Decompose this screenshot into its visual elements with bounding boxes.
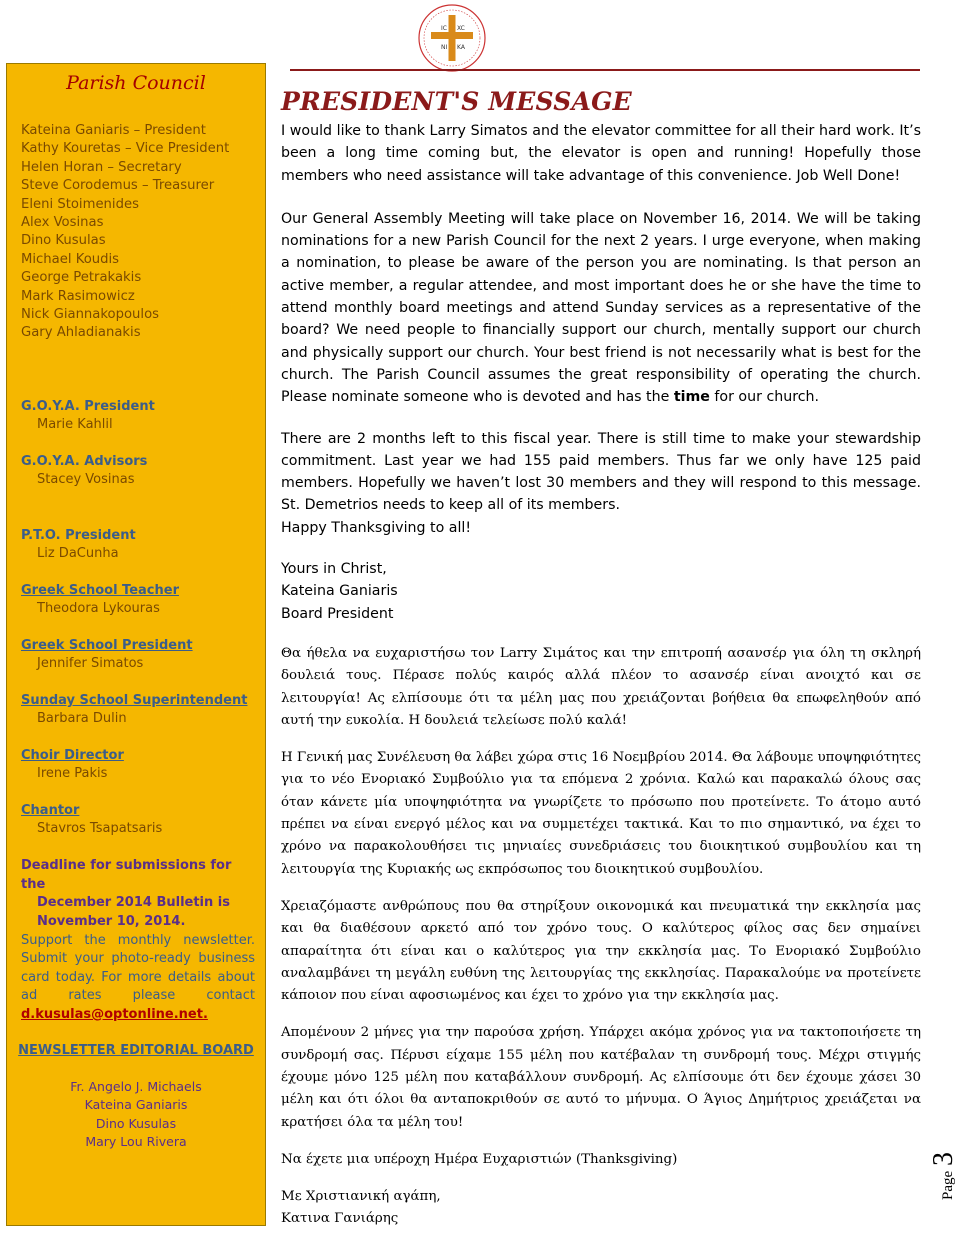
role-heading: G.O.Y.A. President bbox=[21, 399, 155, 414]
council-member: Dino Kusulas bbox=[21, 233, 106, 249]
role-goya-advisors bbox=[21, 453, 147, 489]
president-message-title: PRESIDENT'S MESSAGE bbox=[281, 87, 632, 116]
role-choir-director bbox=[21, 747, 124, 783]
council-member: Alex Vosinas bbox=[21, 215, 104, 231]
greek-paragraph-4: Απομένουν 2 μήνες για την παρούσα χρήση. Υπάρχει ακόμα χρόνος για να τακτοποιήσετε τη συνδρομή σας. Πέρυσι είχαμε 155 μέλη που κατέβαλαν τη συνδρομή τους. Μέχρι στιγμής έχουμε μόνο 125 μέλη που καταβάλλουν συνδρομή. Ας ελπίσουμε ότι δεν έχουμε χάσει 30 μέλη και ότι όλοι θα ανταποκριθούν σε αυτό το μήνυμα. Ο Άγιος Δημήτριος χρειάζεται να κρατήσει όλα τα μέλη του! bbox=[281, 1025, 921, 1130]
council-member: Eleni Stoimenides bbox=[21, 196, 139, 212]
role-goya-president bbox=[21, 398, 155, 434]
role-person: Liz DaCunha bbox=[37, 546, 119, 561]
seal-letters-ka: KA bbox=[457, 44, 465, 51]
council-member: George Petrakakis bbox=[21, 270, 142, 286]
council-member: Kateina Ganiaris – President bbox=[21, 123, 206, 138]
role-person: Theodora Lykouras bbox=[37, 601, 160, 616]
council-member: Mark Rasimowicz bbox=[21, 288, 135, 304]
role-heading: Sunday School Superintendent bbox=[21, 693, 248, 708]
header-rule bbox=[290, 69, 920, 71]
role-chantor bbox=[21, 802, 162, 838]
council-member: Nick Giannakopoulos bbox=[21, 307, 160, 323]
greek-signature-line: Με Χριστιανική αγάπη, bbox=[281, 1189, 441, 1205]
editorial-board-heading: NEWSLETTER EDITORIAL BOARD bbox=[18, 1043, 254, 1058]
contact-email-link[interactable]: d.kusulas@optonline.net. bbox=[21, 1006, 208, 1022]
p2-bold: time bbox=[673, 389, 710, 406]
signature-title: Board President bbox=[281, 605, 394, 622]
message-thanksgiving: Happy Thanksgiving to all! bbox=[281, 519, 472, 536]
council-member: Michael Koudis bbox=[21, 251, 120, 267]
role-person: Jennifer Simatos bbox=[37, 656, 144, 671]
seal-letters-ic: IC bbox=[441, 25, 447, 32]
role-sunday-school bbox=[21, 692, 247, 728]
signature-line: Yours in Christ, bbox=[281, 561, 387, 578]
message-paragraph-3: There are 2 months left to this fiscal year. There is still time to make your stewardship commitment. Last year we had 155 paid members. Thus far we only have 125 paid members. Hopefully we haven’t lost 30 members and they will respond to this message. St. Demetrios needs to keep all of its members. bbox=[281, 430, 921, 514]
greek-paragraph-1: Θα ήθελα να ευχαριστήσω τον Larry Σιμάτος και την επιτροπή ασανσέρ για όλη τη σκληρή δουλειά τους. Πέρασε πολύς καιρός αλλά πλέον το ασανσέρ είναι ανοιχτό και σε λειτουργία! Ας ελπίσουμε ότι τα μέλη μας που χρειάζονται βοήθεια θα επωφεληθούν από αυτή την ευκολία. Η δουλειά τελείωσε πολύ καλά! bbox=[281, 645, 921, 728]
council-member: Helen Horan – Secretary bbox=[21, 159, 182, 175]
role-greek-school-president bbox=[21, 637, 193, 673]
page-number bbox=[924, 1140, 960, 1200]
signature-name: Kateina Ganiaris bbox=[281, 583, 398, 600]
council-member: Steve Corodemus – Treasurer bbox=[21, 178, 215, 194]
role-heading: P.T.O. President bbox=[21, 528, 136, 543]
board-member: Fr. Angelo J. Michaels bbox=[70, 1079, 202, 1094]
sidebar-title: Parish Council bbox=[66, 72, 206, 94]
message-paragraph-1: I would like to thank Larry Simatos and the elevator committee for all their hard work. It’s been a long time coming but, the elevator is open and running! Hopefully those members who need assistance will take advantage of this convenience. Job Well Done! bbox=[281, 123, 921, 184]
council-member: Gary Ahladianakis bbox=[21, 325, 141, 341]
board-member: Mary Lou Rivera bbox=[85, 1133, 187, 1149]
support-text: Support the monthly newsletter. Submit your photo-ready business card today. For more details about ad rates please contact bbox=[21, 933, 255, 1004]
role-heading: Greek School President bbox=[21, 638, 193, 653]
role-heading: Greek School Teacher bbox=[21, 583, 179, 598]
board-member: Kateina Ganiaris bbox=[84, 1097, 188, 1113]
seal-letters-ni: NI bbox=[441, 44, 448, 51]
message-paragraph-2 bbox=[281, 208, 921, 409]
greek-paragraph-5: Να έχετε μια υπέροχη Ημέρα Ευχαριστιών (Thanksgiving) bbox=[281, 1151, 678, 1167]
greek-paragraph-3: Χρειαζόμαστε ανθρώπους που θα στηρίξουν οικονομικά και πνευματικά την εκκλησία μας και θα διαθέσουν αρκετό από τον χρόνο τους. Ο καλύτερος φίλος σας δεν σημαίνει απαραίτητα ότι είναι και ο καλύτερος για την εκκλησία μας. Το Ενοριακό Συμβούλιο αναλαμβάνει τη μεγάλη ευθύνη της λειτουργίας της εκκλησίας. Παρακαλούμε να προτείνετε κάποιον που είναι αφοσιωμένος και έχει το χρόνο για την εκκλησία μας. bbox=[281, 898, 921, 1004]
sidebar bbox=[6, 63, 266, 1226]
seal-letters-xc: XC bbox=[457, 25, 465, 32]
main-content bbox=[281, 84, 921, 1231]
role-greek-school-teacher bbox=[21, 582, 179, 618]
role-heading: Chantor bbox=[21, 803, 80, 818]
greek-signature-name: Κατινα Γανιάρης bbox=[281, 1211, 399, 1227]
council-list bbox=[21, 122, 229, 343]
role-person: Marie Kahlil bbox=[37, 417, 113, 432]
deadline-notice bbox=[21, 857, 259, 931]
greek-paragraph-2: Η Γενική μας Συνέλευση θα λάβει χώρα στις 16 Νοεμβρίου 2014. Θα λάβουμε υποψηφιότητες για το νέο Ενοριακό Συμβούλιο για τα επόμενα 2 χρόνια. Καλώ και παρακαλώ όλους σας όταν κάνετε μία υποψηφιότητα να γνωρίζετε το πρόσωπο που προτείνετε. Το άτομο αυτό πρέπει να είναι ενεργό μέλος και να συμμετέχει τακτικά. Και το πιο σημαντικό, να έχει το χρόνο να παρακολουθήσει τις μηνιαίες συνεδριάσεις του διοικητικού συμβουλίου και τη λειτουργία της Κυριακής ως εκπρόσωπος του διοικητικού συμβουλίου. bbox=[281, 750, 921, 877]
p2-text: Our General Assembly Meeting will take place on November 16, 2014. We will be taking nominations for a new Parish Council for the next 2 years. I urge everyone, when making a nomination, to please be aware of the person you are nominating. Is that person an active member, a regular attendee, and most important does he or she have the time to attend monthly board meetings and attend Sunday services as a representative of the board? We need people to financially support our church, mentally support our church and physically support our church. Your best friend is not necessarily what is best for the church. The Parish Council assumes the great responsibility of operating the church. Please nominate someone who is devoted and has the bbox=[281, 210, 921, 406]
role-heading: Choir Director bbox=[21, 748, 124, 763]
role-person: Stacey Vosinas bbox=[37, 472, 135, 487]
deadline-line: December 2014 Bulletin is bbox=[37, 895, 230, 910]
page-digit: 3 bbox=[928, 1152, 959, 1166]
deadline-line: Deadline for submissions for the bbox=[21, 858, 232, 892]
role-person: Irene Pakis bbox=[37, 766, 108, 781]
support-notice bbox=[21, 932, 255, 1024]
page-label: Page bbox=[940, 1170, 956, 1200]
board-member: Dino Kusulas bbox=[95, 1115, 177, 1131]
role-heading: G.O.Y.A. Advisors bbox=[21, 454, 148, 469]
editorial-board-list bbox=[7, 1078, 265, 1151]
council-member: Kathy Kouretas – Vice President bbox=[21, 141, 230, 157]
church-seal-icon bbox=[414, 2, 490, 74]
role-person: Stavros Tsapatsaris bbox=[37, 821, 163, 836]
deadline-line: November 10, 2014. bbox=[37, 913, 186, 929]
role-person: Barbara Dulin bbox=[37, 711, 127, 726]
p2-text-end: for our church. bbox=[709, 389, 820, 406]
role-pto-president bbox=[21, 527, 136, 563]
